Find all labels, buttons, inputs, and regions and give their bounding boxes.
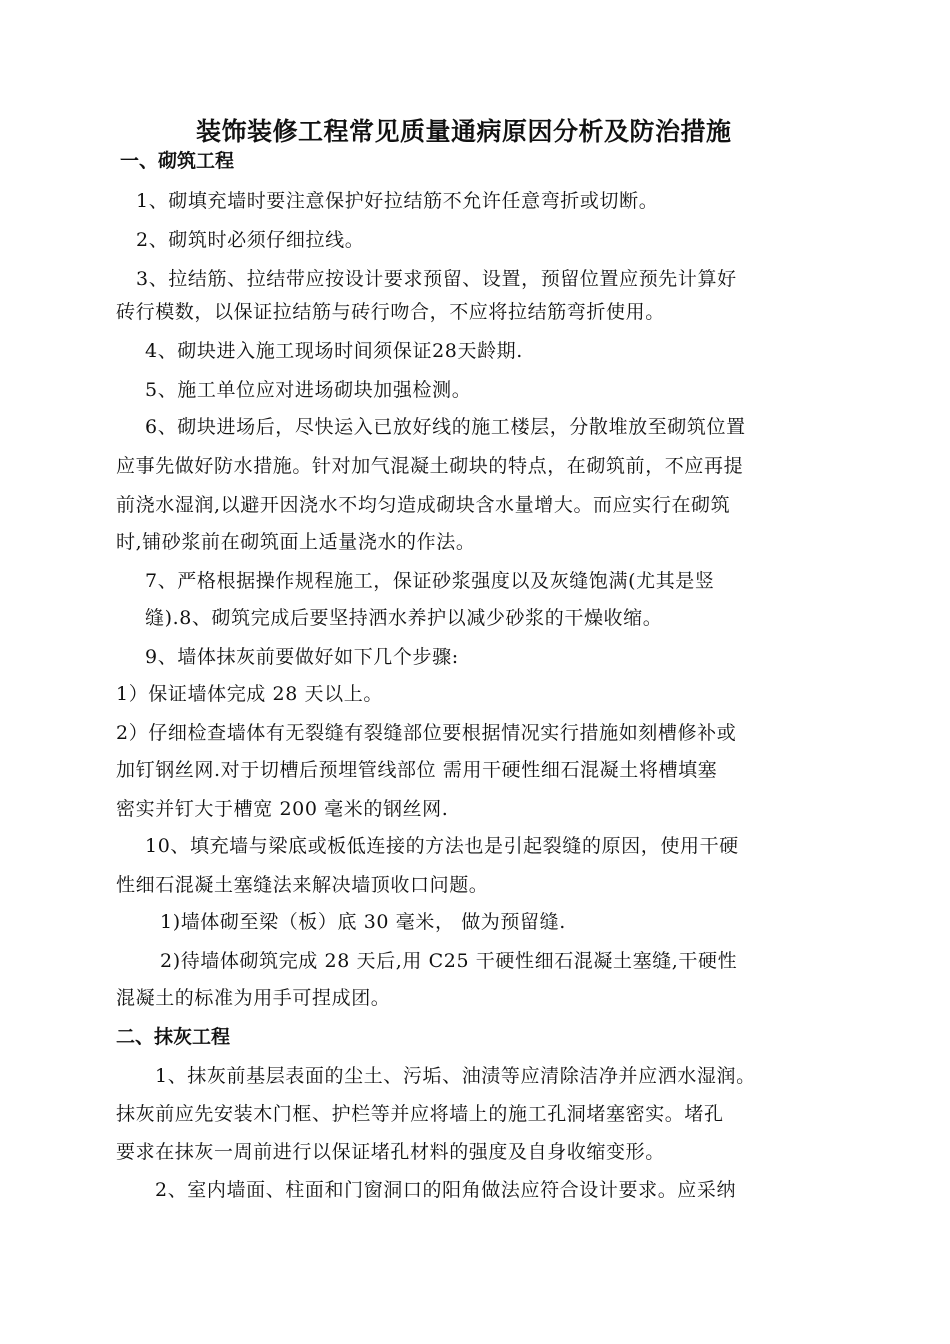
paragraph-line: 密实并钉大于槽宽 200 毫米的钢丝网.	[116, 798, 449, 820]
paragraph-line: 1）保证墙体完成 28 天以上。	[116, 683, 383, 705]
paragraph-line: 2)待墙体砌筑完成 28 天后,用 C25 干硬性细石混凝土塞缝,干硬性	[160, 950, 738, 972]
paragraph-line: 加钉钢丝网.对于切槽后预埋管线部位 需用干硬性细石混凝土将槽填塞	[116, 759, 718, 781]
paragraph-line: 5、施工单位应对进场砌块加强检测。	[145, 379, 472, 401]
paragraph-line: 1、抹灰前基层表面的尘土、污垢、油渍等应清除洁净并应洒水湿润。	[155, 1065, 756, 1087]
paragraph-line: 要求在抹灰一周前进行以保证堵孔材料的强度及自身收缩变形。	[116, 1141, 665, 1163]
section-heading-plastering: 二、抹灰工程	[116, 1026, 231, 1048]
paragraph-line: 应事先做好防水措施。针对加气混凝土砌块的特点，在砌筑前，不应再提	[116, 455, 744, 477]
paragraph-line: 缝).8、砌筑完成后要坚持洒水养护以减少砂浆的干燥收缩。	[145, 607, 663, 629]
paragraph-line: 砖行模数，以保证拉结筋与砖行吻合，不应将拉结筋弯折使用。	[116, 301, 665, 323]
paragraph-line: 3、拉结筋、拉结带应按设计要求预留、设置，预留位置应预先计算好	[136, 268, 737, 290]
paragraph-line: 混凝土的标准为用手可捏成团。	[116, 987, 391, 1009]
paragraph-line: 9、墙体抹灰前要做好如下几个步骤:	[145, 646, 459, 668]
paragraph-line: 2）仔细检查墙体有无裂缝有裂缝部位要根据情况实行措施如刻槽修补或	[116, 722, 737, 744]
section-heading-masonry: 一、砌筑工程	[120, 150, 235, 172]
paragraph-line: 时,铺砂浆前在砌筑面上适量浇水的作法。	[116, 531, 476, 553]
paragraph-line: 1、砌填充墙时要注意保护好拉结筋不允许任意弯折或切断。	[136, 190, 659, 212]
paragraph-line: 抹灰前应先安装木门框、护栏等并应将墙上的施工孔洞堵塞密实。堵孔	[116, 1103, 724, 1125]
paragraph-line: 2、室内墙面、柱面和门窗洞口的阳角做法应符合设计要求。应采纳	[155, 1179, 737, 1201]
paragraph-line: 2、砌筑时必须仔细拉线。	[136, 229, 365, 251]
paragraph-line: 前浇水湿润,以避开因浇水不均匀造成砌块含水量增大。而应实行在砌筑	[116, 494, 731, 516]
paragraph-line: 4、砌块进入施工现场时间须保证28天龄期.	[145, 340, 523, 362]
paragraph-line: 10、填充墙与梁底或板低连接的方法也是引起裂缝的原因，使用干硬	[145, 835, 739, 857]
paragraph-line: 性细石混凝土塞缝法来解决墙顶收口问题。	[116, 874, 489, 896]
paragraph-line: 6、砌块进场后，尽快运入已放好线的施工楼层，分散堆放至砌筑位置	[145, 416, 746, 438]
document-title: 装饰装修工程常见质量通病原因分析及防治措施	[196, 117, 732, 146]
paragraph-line: 7、严格根据操作规程施工，保证砂浆强度以及灰缝饱满(尤其是竖	[145, 570, 715, 592]
paragraph-line: 1)墙体砌至梁（板）底 30 毫米， 做为预留缝.	[160, 911, 566, 933]
